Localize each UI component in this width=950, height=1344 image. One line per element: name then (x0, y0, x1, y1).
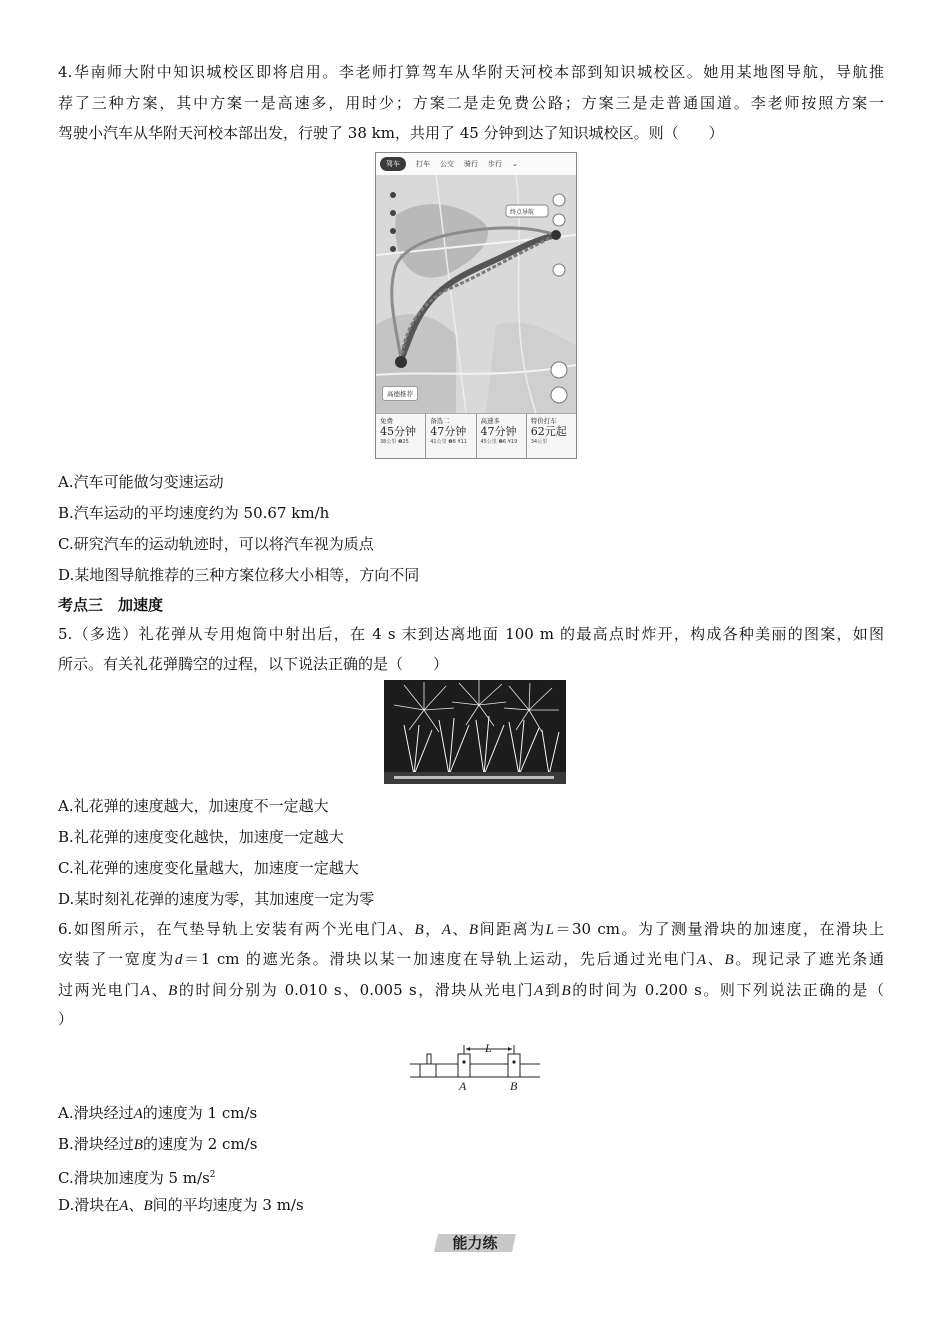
section-heading: 考点三 加速度 (58, 596, 164, 614)
route-option[interactable] (376, 414, 426, 459)
q6-option-d: D.滑块在A、B间的平均速度为 3 m/s (58, 1196, 304, 1214)
chevron-down-icon[interactable]: ⌄ (512, 160, 518, 168)
q5-option-d: D.某时刻礼花弹的速度为零，其加速度一定为零 (58, 890, 375, 908)
fireworks-photo (384, 680, 566, 784)
q5-stem-line2: 所示。有关礼花弹腾空的过程，以下说法正确的是（ ） (58, 655, 449, 673)
ability-banner: 能力练 (452, 1234, 498, 1252)
route-meta: 38公里 ❷25 (380, 439, 409, 445)
label-L: L (485, 1041, 492, 1055)
route-options (376, 413, 576, 459)
route-time: 62元起 (530, 425, 567, 438)
route-tag: 免费 (380, 417, 393, 425)
tab-walk[interactable]: 步行 (488, 160, 502, 168)
q4-option-b: B.汽车运动的平均速度约为 50.67 km/h (58, 504, 330, 522)
label-B: B (510, 1079, 518, 1093)
route-time: 47分钟 (430, 425, 467, 438)
route-meta: 34公里 (530, 439, 548, 445)
q4-option-c: C.研究汽车的运动轨迹时，可以将汽车视为质点 (58, 535, 374, 553)
start-marker-icon (395, 356, 407, 368)
label-A: A (459, 1079, 467, 1093)
tab-bus[interactable]: 公交 (440, 160, 454, 168)
navigation-map-figure (375, 152, 577, 459)
route-time: 47分钟 (480, 425, 517, 438)
q6-stem-line4: ） (58, 1010, 74, 1028)
recommend-button[interactable]: 高德推荐 (382, 386, 418, 401)
route-tag: 特价打车 (530, 417, 557, 425)
q5-option-c: C.礼花弹的速度变化量越大，加速度一定越大 (58, 859, 359, 877)
q6-stem-line2: 安装了一宽度为d＝1 cm 的遮光条。滑块以某一加速度在导轨上运动，先后通过光电门A、B。现记录了遮光条通 (58, 950, 884, 968)
route-meta: 45公里 ❷6 ¥19 (480, 439, 518, 445)
q5-stem-line1: 5.（多选）礼花弹从专用炮筒中射出后，在 4 s 末到达离地面 100 m 的最高点时炸开，构成各种美丽的图案，如图 (58, 625, 884, 643)
map-mode-tabs (376, 153, 576, 175)
route-tag: 备选二 (430, 417, 450, 425)
route-tag: 高速多 (480, 417, 500, 425)
q5-option-a: A.礼花弹的速度越大，加速度不一定越大 (58, 797, 329, 815)
route-option[interactable] (477, 414, 527, 459)
route-meta: 41公里 ❷8 ¥11 (430, 439, 467, 445)
route-option[interactable] (426, 414, 476, 459)
end-nav-label: 终点导航 (510, 209, 535, 216)
q4-option-a: A.汽车可能做匀变速运动 (58, 473, 224, 491)
q5-option-b: B.礼花弹的速度变化越快，加速度一定越大 (58, 828, 344, 846)
map-canvas (376, 175, 576, 413)
q4-stem-line3: 驾驶小汽车从华附天河校本部出发，行驶了 38 km，共用了 45 分钟到达了知识城校区。则（ ） (58, 124, 724, 142)
q6-option-c: C.滑块加速度为 5 $m/s^2$ (58, 1169, 216, 1187)
end-marker-icon (551, 230, 561, 240)
q4-stem-line2: 荐了三种方案，其中方案一是高速多，用时少；方案二是走免费公路；方案三是走普通国道。李老师按照方案一 (58, 94, 884, 112)
air-track-diagram (408, 1040, 542, 1096)
tab-taxi[interactable]: 打车 (416, 160, 430, 168)
route-time: 45分钟 (380, 425, 416, 438)
tab-drive[interactable]: 驾车 (380, 157, 406, 171)
q4-option-d: D.某地图导航推荐的三种方案位移大小相等，方向不同 (58, 566, 420, 584)
q6-stem-line1: 6.如图所示，在气垫导轨上安装有两个光电门A、B，A、B间距离为L＝30 cm。为了测量滑块的加速度，在滑块上 (58, 920, 884, 938)
q6-option-b: B.滑块经过B的速度为 2 cm/s (58, 1135, 258, 1153)
route-option[interactable] (527, 414, 576, 459)
tab-ride[interactable]: 骑行 (464, 160, 478, 168)
q4-stem-line1: 4.华南师大附中知识城校区即将启用。李老师打算驾车从华附天河校本部到知识城校区。她用某地图导航，导航推 (58, 63, 884, 81)
q6-option-a: A.滑块经过A的速度为 1 cm/s (58, 1104, 258, 1122)
q6-stem-line3: 过两光电门A、B的时间分别为 0.010 s、0.005 s，滑块从光电门A到B的时间为 0.200 s。则下列说法正确的是（ (58, 981, 884, 999)
